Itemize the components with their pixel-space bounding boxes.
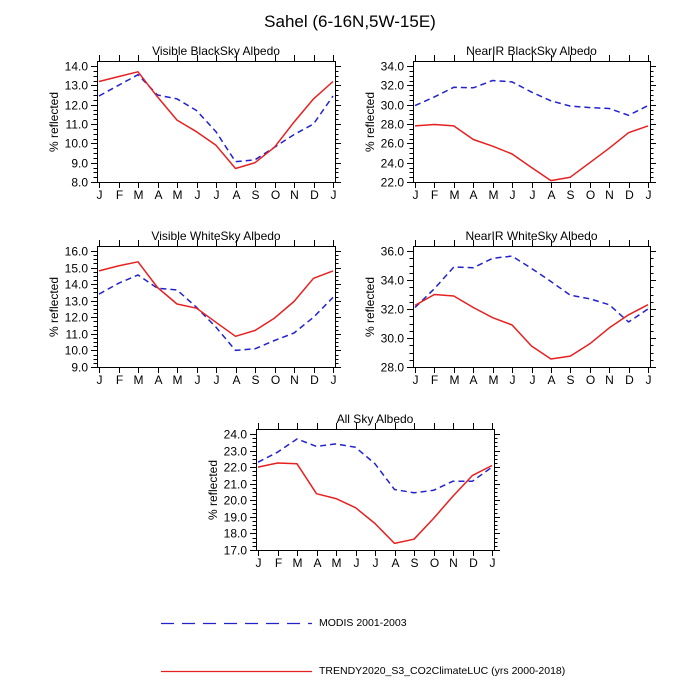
panel-nearir-blacksky-albedo [348, 31, 664, 216]
panel-visible-whitesky-albedo [32, 216, 349, 401]
svg-text:J: J [96, 373, 103, 387]
svg-text:F: F [115, 188, 124, 202]
svg-text:M: M [488, 373, 499, 387]
svg-text:20.0: 20.0 [223, 493, 247, 508]
svg-text:A: A [313, 556, 322, 570]
svg-text:J: J [194, 373, 201, 387]
svg-text:J: J [412, 373, 419, 387]
svg-text:O: O [585, 188, 596, 202]
svg-text:J: J [353, 556, 360, 570]
svg-text:M: M [449, 373, 460, 387]
svg-text:S: S [251, 373, 260, 387]
svg-text:22.0: 22.0 [223, 460, 247, 475]
y-axis-label-visible-blacksky: % reflected [47, 91, 61, 152]
svg-text:34.0: 34.0 [380, 273, 404, 288]
svg-text:D: D [310, 188, 319, 202]
svg-text:N: N [605, 373, 614, 387]
panel-all-sky-albedo [191, 399, 508, 584]
svg-text:32.0: 32.0 [380, 78, 404, 93]
svg-text:F: F [430, 373, 439, 387]
svg-text:A: A [469, 373, 478, 387]
svg-text:11.0: 11.0 [65, 327, 88, 342]
svg-text:26.0: 26.0 [380, 136, 404, 151]
svg-text:M: M [172, 373, 183, 387]
svg-text:21.0: 21.0 [223, 477, 247, 492]
svg-text:J: J [330, 188, 337, 202]
svg-text:J: J [529, 188, 536, 202]
svg-text:10.0: 10.0 [64, 343, 88, 358]
svg-text:A: A [391, 556, 400, 570]
svg-text:S: S [566, 188, 575, 202]
legend-label-modis: MODIS 2001-2003 [319, 617, 407, 629]
svg-text:M: M [172, 188, 183, 202]
svg-text:13.0: 13.0 [64, 78, 88, 93]
svg-text:F: F [430, 188, 439, 202]
svg-text:16.0: 16.0 [64, 244, 88, 259]
plot-visible-blacksky [32, 31, 349, 216]
panel-title-visible-whitesky: Visible WhiteSky Albedo [151, 229, 281, 243]
panel-title-nearir-blacksky: NearIR BlackSky Albedo [466, 44, 597, 58]
svg-text:12.0: 12.0 [64, 98, 88, 113]
svg-text:14.0: 14.0 [64, 59, 88, 74]
svg-text:O: O [585, 373, 596, 387]
svg-text:M: M [292, 556, 303, 570]
svg-text:S: S [566, 373, 575, 387]
plot-nearir-whitesky [348, 216, 664, 401]
svg-text:A: A [547, 188, 556, 202]
svg-text:J: J [372, 556, 379, 570]
svg-text:N: N [290, 373, 299, 387]
svg-text:J: J [509, 373, 516, 387]
svg-text:30.0: 30.0 [380, 331, 404, 346]
legend-line-modis-dashed [161, 621, 312, 626]
svg-text:S: S [410, 556, 419, 570]
svg-text:D: D [469, 556, 478, 570]
svg-text:J: J [255, 556, 262, 570]
panel-nearir-whitesky-albedo [348, 216, 664, 401]
svg-text:O: O [270, 188, 281, 202]
svg-text:18.0: 18.0 [223, 526, 247, 541]
svg-text:14.0: 14.0 [64, 277, 88, 292]
svg-text:36.0: 36.0 [380, 244, 404, 259]
svg-text:J: J [330, 373, 337, 387]
svg-text:J: J [412, 188, 419, 202]
plot-visible-whitesky [32, 216, 349, 401]
svg-text:F: F [115, 373, 124, 387]
svg-text:M: M [488, 188, 499, 202]
plot-nearir-blacksky [348, 31, 664, 216]
svg-text:12.0: 12.0 [64, 310, 88, 325]
panel-title-nearir-whitesky: NearIR WhiteSky Albedo [465, 229, 598, 243]
legend-label-trendy: TRENDY2020_S3_CO2ClimateLUC (yrs 2000-2018) [319, 665, 566, 677]
svg-text:N: N [449, 556, 458, 570]
svg-text:J: J [645, 373, 652, 387]
svg-text:23.0: 23.0 [223, 444, 247, 459]
svg-text:O: O [270, 373, 281, 387]
svg-text:8.0: 8.0 [71, 175, 88, 190]
svg-text:D: D [625, 188, 634, 202]
legend-entry-modis [161, 616, 407, 630]
svg-text:J: J [96, 188, 103, 202]
svg-text:A: A [547, 373, 556, 387]
y-axis-label-nearir-blacksky: % reflected [363, 91, 377, 152]
y-axis-label-nearir-whitesky: % reflected [363, 276, 377, 337]
svg-text:M: M [449, 188, 460, 202]
svg-text:O: O [429, 556, 440, 570]
svg-text:28.0: 28.0 [380, 360, 404, 375]
legend-line-trendy-solid [161, 669, 312, 674]
svg-text:M: M [133, 373, 144, 387]
svg-text:34.0: 34.0 [380, 59, 404, 74]
panel-title-visible-blacksky: Visible BlackSky Albedo [152, 44, 280, 58]
svg-text:J: J [194, 188, 201, 202]
svg-text:13.0: 13.0 [64, 294, 88, 309]
svg-text:S: S [251, 188, 260, 202]
y-axis-label-all-sky: % reflected [206, 459, 220, 520]
svg-text:D: D [625, 373, 634, 387]
svg-text:28.0: 28.0 [380, 117, 404, 132]
svg-text:J: J [529, 373, 536, 387]
svg-text:9.0: 9.0 [71, 156, 88, 171]
y-axis-label-visible-whitesky: % reflected [47, 276, 61, 337]
svg-text:J: J [213, 373, 220, 387]
svg-text:J: J [213, 188, 220, 202]
svg-text:D: D [310, 373, 319, 387]
svg-text:N: N [605, 188, 614, 202]
svg-text:A: A [469, 188, 478, 202]
svg-text:A: A [232, 188, 241, 202]
svg-text:J: J [509, 188, 516, 202]
plot-all-sky [191, 399, 508, 584]
svg-text:24.0: 24.0 [380, 156, 404, 171]
svg-text:30.0: 30.0 [380, 98, 404, 113]
svg-text:A: A [154, 373, 163, 387]
panel-visible-blacksky-albedo [32, 31, 349, 216]
svg-text:F: F [274, 556, 283, 570]
svg-text:10.0: 10.0 [64, 136, 88, 151]
svg-text:9.0: 9.0 [71, 360, 88, 375]
panel-title-all-sky: All Sky Albedo [336, 412, 414, 426]
svg-text:N: N [290, 188, 299, 202]
svg-text:24.0: 24.0 [223, 427, 247, 442]
svg-text:A: A [154, 188, 163, 202]
svg-text:17.0: 17.0 [223, 543, 247, 558]
figure-title: Sahel (6-16N,5W-15E) [264, 12, 436, 31]
svg-text:M: M [331, 556, 342, 570]
svg-text:J: J [645, 188, 652, 202]
svg-text:M: M [133, 188, 144, 202]
svg-text:15.0: 15.0 [64, 261, 88, 276]
svg-text:19.0: 19.0 [223, 510, 247, 525]
svg-text:A: A [232, 373, 241, 387]
svg-text:22.0: 22.0 [380, 175, 404, 190]
svg-text:32.0: 32.0 [380, 302, 404, 317]
svg-text:J: J [489, 556, 496, 570]
legend-entry-trendy [161, 664, 565, 678]
svg-text:11.0: 11.0 [65, 117, 88, 132]
